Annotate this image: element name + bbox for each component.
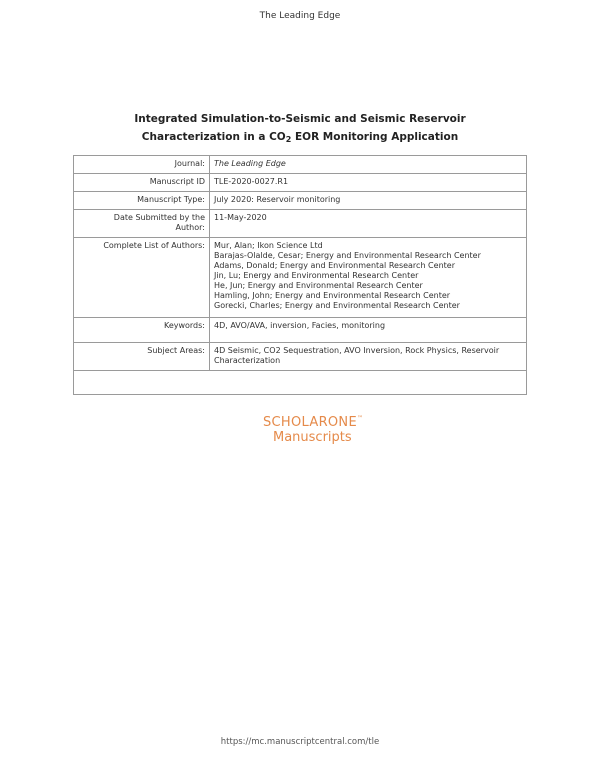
title-line-2-after: EOR Monitoring Application bbox=[291, 131, 459, 143]
date-submitted-row bbox=[74, 210, 527, 238]
date-submitted-label: Date Submitted by the Author: bbox=[74, 210, 210, 238]
date-submitted-value: 11-May-2020 bbox=[210, 210, 527, 238]
empty-row bbox=[74, 371, 527, 395]
scholarone-logo bbox=[263, 412, 383, 445]
title-line-2 bbox=[60, 128, 540, 146]
subject-areas-row bbox=[74, 343, 527, 371]
author-entry: Gorecki, Charles; Energy and Environmental Research Center bbox=[214, 301, 460, 310]
logo-wordmark: SCHOLARONE bbox=[263, 415, 357, 430]
journal-value: The Leading Edge bbox=[210, 156, 527, 174]
author-entry: Jin, Lu; Energy and Environmental Research Center bbox=[214, 271, 419, 280]
manuscript-type-label: Manuscript Type: bbox=[74, 192, 210, 210]
keywords-row bbox=[74, 318, 527, 343]
paper-title bbox=[60, 110, 540, 146]
author-entry: Hamling, John; Energy and Environmental Research Center bbox=[214, 291, 451, 300]
empty-cell bbox=[74, 371, 527, 395]
keywords-label: Keywords: bbox=[74, 318, 210, 343]
manuscript-type-row bbox=[74, 192, 527, 210]
footer-url[interactable]: https://mc.manuscriptcentral.com/tle bbox=[220, 737, 380, 747]
running-header: The Leading Edge bbox=[259, 11, 341, 21]
manuscript-type-value: July 2020: Reservoir monitoring bbox=[210, 192, 527, 210]
manuscript-id-value: TLE-2020-0027.R1 bbox=[210, 174, 527, 192]
subject-areas-value: 4D Seismic, CO2 Sequestration, AVO Inversion, Rock Physics, Reservoir Characterization bbox=[210, 343, 527, 371]
trademark-symbol: ™ bbox=[356, 415, 364, 422]
title-line-2-before: Characterization in a CO bbox=[141, 131, 286, 143]
journal-row bbox=[74, 156, 527, 174]
logo-line-1 bbox=[263, 412, 383, 430]
manuscript-details-table bbox=[73, 155, 527, 395]
journal-label: Journal: bbox=[74, 156, 210, 174]
author-entry: He, Jun; Energy and Environmental Research Center bbox=[214, 281, 423, 290]
author-entry: Mur, Alan; Ikon Science Ltd bbox=[214, 241, 323, 250]
author-entry: Adams, Donald; Energy and Environmental Research Center bbox=[214, 261, 455, 270]
manuscript-id-label: Manuscript ID bbox=[74, 174, 210, 192]
authors-value bbox=[210, 238, 527, 318]
authors-row bbox=[74, 238, 527, 318]
authors-label: Complete List of Authors: bbox=[74, 238, 210, 318]
manuscript-id-row bbox=[74, 174, 527, 192]
subject-areas-label: Subject Areas: bbox=[74, 343, 210, 371]
keywords-value: 4D, AVO/AVA, inversion, Facies, monitoring bbox=[210, 318, 527, 343]
logo-line-2: Manuscripts bbox=[273, 430, 352, 445]
title-subscript: 2 bbox=[285, 135, 292, 144]
author-entry: Barajas-Olalde, Cesar; Energy and Environmental Research Center bbox=[214, 251, 481, 260]
title-line-1: Integrated Simulation-to-Seismic and Seismic Reservoir bbox=[134, 113, 466, 125]
